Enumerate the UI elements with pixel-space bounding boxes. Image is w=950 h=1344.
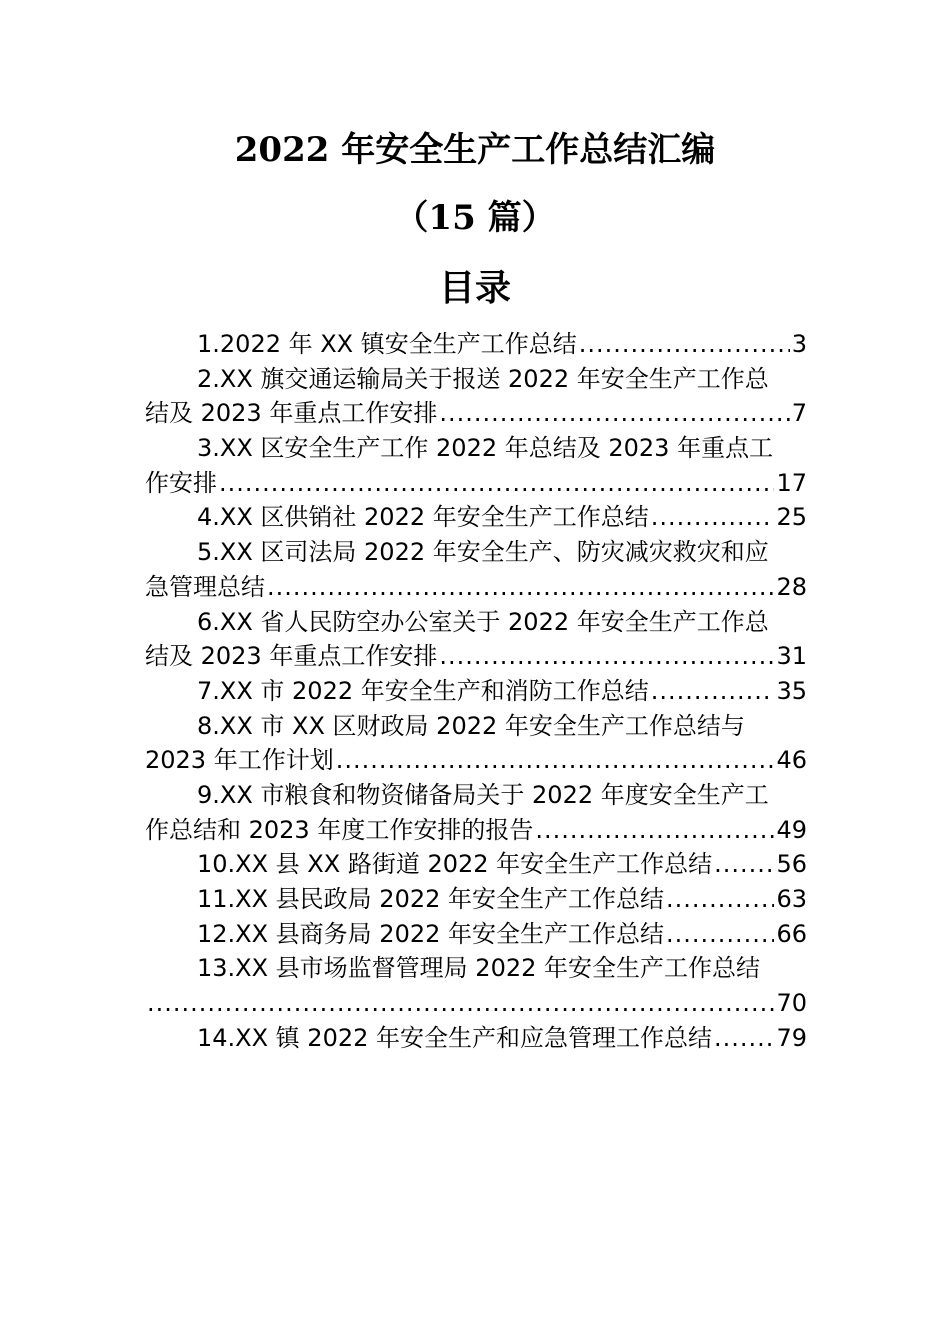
toc-leader-dots — [666, 882, 774, 917]
table-of-contents — [145, 327, 807, 1055]
toc-leader-dots — [147, 986, 774, 1021]
toc-entry[interactable] — [145, 1021, 807, 1056]
toc-entry-text: 6.XX 省人民防空办公室关于 2022 年安全生产工作总 — [197, 607, 769, 636]
document-title: 2022 年安全生产工作总结汇编 — [234, 130, 716, 170]
toc-entry[interactable] — [145, 674, 807, 709]
toc-entry-text: 2023 年工作计划 — [145, 746, 334, 775]
toc-entry-text: 7.XX 市 2022 年安全生产和消防工作总结 — [197, 676, 649, 705]
toc-leader-dots — [714, 1021, 774, 1056]
toc-entry-text: 11.XX 县民政局 2022 年安全生产工作总结 — [197, 885, 665, 913]
toc-page-number: 49 — [776, 815, 807, 844]
toc-entry-text: 作安排 — [145, 468, 217, 497]
toc-page-number: 17 — [776, 468, 807, 497]
toc-leader-dots — [219, 466, 774, 501]
toc-entry[interactable] — [145, 500, 807, 535]
toc-page-number: 7 — [791, 399, 807, 428]
toc-entry-text: 急管理总结 — [145, 572, 265, 601]
toc-entry-text: 9.XX 市粮食和物资储备局关于 2022 年度安全生产工 — [197, 780, 769, 809]
toc-leader-dots — [651, 500, 775, 535]
toc-page-number: 66 — [776, 919, 807, 948]
toc-entry-text: 13.XX 县市场监督管理局 2022 年安全生产工作总结 — [197, 954, 761, 983]
toc-page-number: 31 — [776, 642, 807, 671]
toc-entry[interactable] — [145, 917, 807, 952]
toc-page-number: 3 — [791, 330, 807, 358]
toc-entry-text: 5.XX 区司法局 2022 年安全生产、防灾减灾救灾和应 — [197, 538, 769, 567]
toc-entry[interactable] — [145, 431, 807, 500]
toc-leader-dots — [439, 639, 774, 674]
toc-leader-dots — [336, 743, 775, 778]
toc-page-number: 70 — [776, 989, 807, 1018]
toc-page-number: 25 — [776, 503, 807, 532]
toc-entry-text: 12.XX 县商务局 2022 年安全生产工作总结 — [197, 919, 665, 948]
toc-leader-dots — [579, 327, 790, 362]
toc-entry-text: 4.XX 区供销社 2022 年安全生产工作总结 — [197, 503, 649, 532]
toc-page-number: 63 — [776, 885, 807, 913]
toc-page-number: 46 — [776, 746, 807, 775]
toc-entry-text: 结及 2023 年重点工作安排 — [145, 642, 438, 671]
document-subtitle: （15 篇） — [394, 198, 556, 238]
toc-leader-dots — [651, 674, 775, 709]
toc-entry-text: 14.XX 镇 2022 年安全生产和应急管理工作总结 — [197, 1023, 713, 1052]
toc-leader-dots — [666, 917, 774, 952]
toc-page-number: 35 — [776, 676, 807, 705]
toc-leader-dots — [535, 813, 774, 848]
toc-leader-dots — [267, 570, 774, 605]
toc-entry-text: 结及 2023 年重点工作安排 — [145, 399, 438, 428]
toc-page-number: 28 — [776, 572, 807, 601]
toc-entry[interactable] — [145, 882, 807, 917]
toc-entry[interactable] — [145, 605, 807, 674]
toc-entry-text: 3.XX 区安全生产工作 2022 年总结及 2023 年重点工 — [197, 434, 774, 463]
toc-entry[interactable] — [145, 362, 807, 431]
toc-entry[interactable] — [145, 327, 807, 362]
toc-page-number: 79 — [776, 1023, 807, 1052]
toc-entry-text: 作总结和 2023 年度工作安排的报告 — [145, 815, 534, 844]
toc-entry[interactable] — [145, 709, 807, 778]
toc-entry[interactable] — [145, 951, 807, 1020]
toc-entry-text: 1.2022 年 XX 镇安全生产工作总结 — [197, 330, 577, 358]
toc-leader-dots — [439, 396, 789, 431]
toc-entry[interactable] — [145, 778, 807, 847]
toc-entry-text: 8.XX 市 XX 区财政局 2022 年安全生产工作总结与 — [197, 711, 745, 740]
toc-entry-text: 2.XX 旗交通运输局关于报送 2022 年安全生产工作总 — [197, 364, 769, 393]
toc-heading: 目录 — [438, 267, 511, 309]
toc-page-number: 56 — [776, 850, 807, 879]
toc-entry[interactable] — [145, 535, 807, 604]
toc-entry[interactable] — [145, 847, 807, 882]
toc-leader-dots — [714, 847, 774, 882]
toc-entry-text: 10.XX 县 XX 路街道 2022 年安全生产工作总结 — [197, 850, 713, 879]
